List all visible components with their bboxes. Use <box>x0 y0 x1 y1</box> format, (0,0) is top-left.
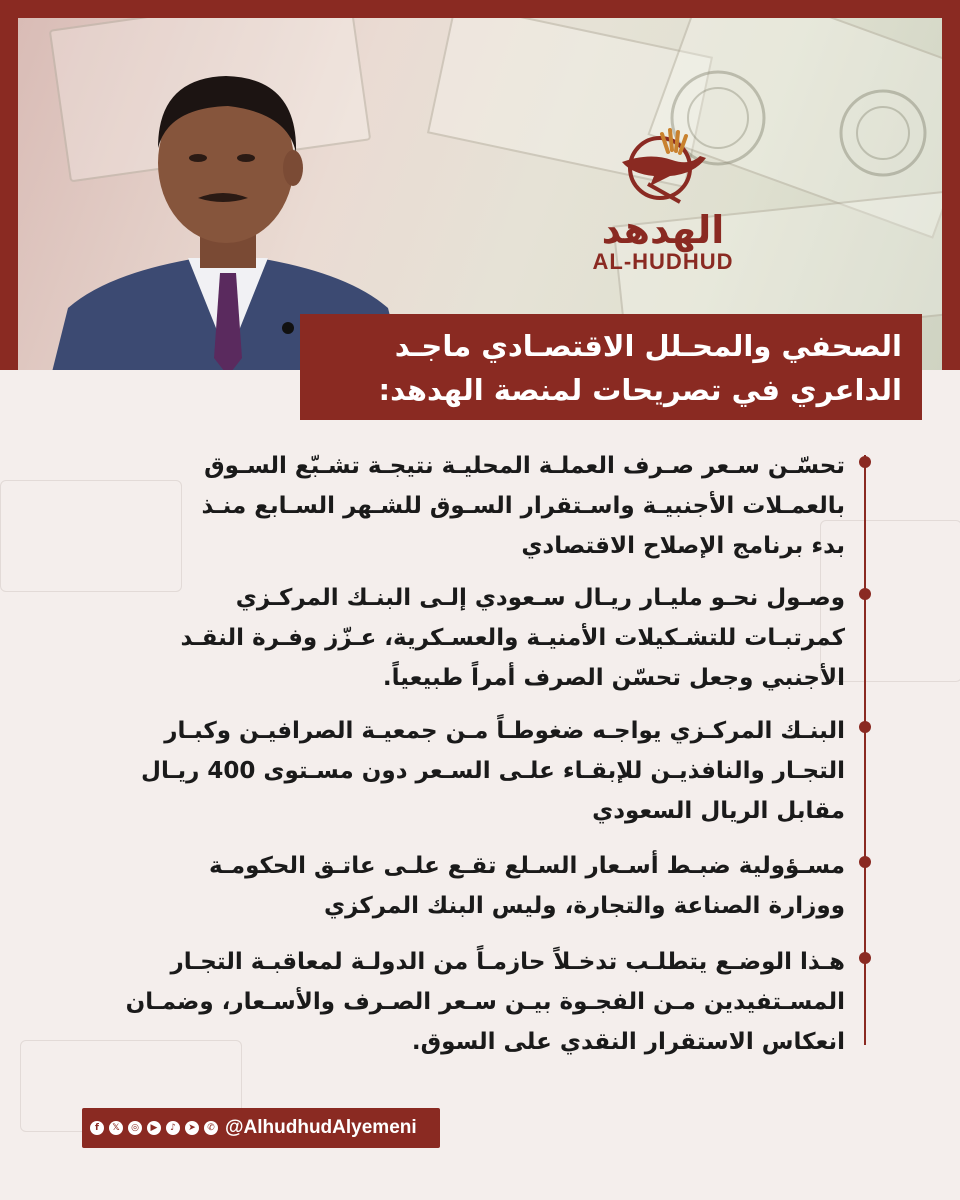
statement-point-4 <box>90 846 845 926</box>
statement-point-3 <box>90 711 845 831</box>
brand-name-arabic: الهدهد <box>601 208 725 252</box>
instagram-icon[interactable]: ◎ <box>128 1121 142 1135</box>
top-frame <box>0 0 960 18</box>
statement-line: المسـتفيدين مـن الفجـوة بيـن سـعر الصـرف والأسـعار، وضمـان <box>125 989 845 1015</box>
hoopoe-bird-icon <box>610 122 710 208</box>
whatsapp-icon[interactable]: ✆ <box>204 1121 218 1135</box>
statement-line: تحسّـن سـعر صـرف العملـة المحليـة نتيجـة تشـبّع السـوق <box>204 453 845 479</box>
right-frame <box>942 0 960 370</box>
brand-logo <box>578 128 748 288</box>
statement-line: مقابل الريال السعودي <box>592 798 845 824</box>
timeline-bullet <box>859 856 871 868</box>
statement-line: انعكاس الاستقرار النقدي على السوق. <box>411 1029 845 1055</box>
timeline-bullet <box>859 588 871 600</box>
brand-name-english: AL-HUDHUD <box>592 249 734 274</box>
statement-line: ووزارة الصناعة والتجارة، وليس البنك المركزي <box>324 893 845 919</box>
headline-box <box>300 314 922 420</box>
statement-line: الأجنبي وجعل تحسّن الصرف أمراً طبيعياً. <box>382 665 845 691</box>
headline-line-2: الداعري في تصريحات لمنصة الهدهد: <box>378 373 902 407</box>
banknote-seal-icon <box>828 78 938 188</box>
statement-line: بدء برنامج الإصلاح الاقتصادي <box>521 533 845 559</box>
timeline-bullet <box>859 456 871 468</box>
left-frame <box>0 0 18 370</box>
statement-line: بالعمـلات الأجنبيـة واسـتقرار السـوق للشـهر السـابع منـذ <box>201 493 845 519</box>
statement-line: مسـؤولية ضبـط أسـعار السـلع تقـع علـى عاتـق الحكومـة <box>209 853 845 879</box>
telegram-icon[interactable]: ➤ <box>185 1121 199 1135</box>
statement-point-2 <box>90 578 845 698</box>
tiktok-icon[interactable]: ♪ <box>166 1121 180 1135</box>
statement-line: هـذا الوضـع يتطلـب تدخـلاً حازمـاً من الدولـة لمعاقبـة التجـار <box>170 949 845 975</box>
statement-point-1 <box>90 446 845 566</box>
statement-point-5 <box>90 942 845 1062</box>
statement-line: البنـك المركـزي يواجـه ضغوطـاً مـن جمعيـة الصرافيـن وكبـار <box>164 718 845 744</box>
headline-line-1: الصحفي والمحـلل الاقتصـادي ماجـد <box>394 329 902 363</box>
timeline-bullet <box>859 952 871 964</box>
timeline-bullet <box>859 721 871 733</box>
youtube-icon[interactable]: ▶ <box>147 1121 161 1135</box>
x-icon[interactable]: 𝕏 <box>109 1121 123 1135</box>
social-footer <box>82 1108 440 1148</box>
statement-line: التجـار والنافذيـن للإبقـاء علـى السـعر دون مسـتوى 400 ريـال <box>141 758 845 784</box>
statement-line: وصـول نحـو مليـار ريـال سـعودي إلـى البنـك المركـزي <box>235 585 845 611</box>
facebook-icon[interactable]: f <box>90 1121 104 1135</box>
social-handle[interactable]: @AlhudhudAlyemeni <box>225 1117 417 1138</box>
statement-line: كمرتبـات للتشـكيلات الأمنيـة والعسـكرية، عـزّز وفـرة النقـد <box>180 625 845 651</box>
